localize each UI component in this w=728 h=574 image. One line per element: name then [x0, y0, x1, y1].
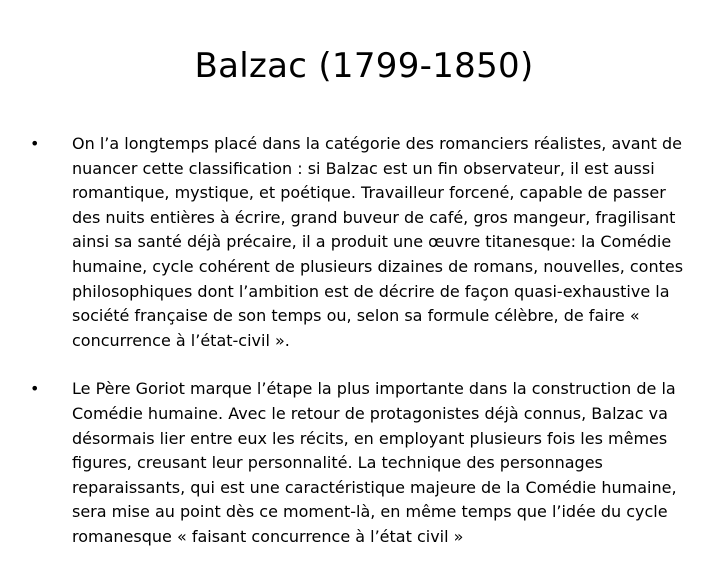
bullet-item	[30, 132, 690, 353]
bullet-item	[30, 377, 690, 549]
bullet-list	[30, 132, 690, 574]
bullet-icon: •	[30, 134, 40, 153]
bullet-text: On l’a longtemps placé dans la catégorie des romanciers réalistes, avant de nuancer cette classification : si Balzac est un fin observateur, il est aussi romantique, mystique, et poétique. Travailleur forcené, capable de passer des nuits entières à écrire, grand buveur de café, gros mangeur, fragilisant ainsi sa santé déjà précaire, il a produit une œuvre titanesque: la Comédie humaine, cycle cohérent de plusieurs dizaines de romans, nouvelles, contes philosophiques dont l’ambition est de décrire de façon quasi-exhaustive la société française de son temps ou, selon sa formule célèbre, de faire « concurrence à l’état-civil ».	[72, 134, 684, 350]
bullet-text: Le Père Goriot marque l’étape la plus importante dans la construction de la Comédie humaine. Avec le retour de protagonistes déjà connus, Balzac va désormais lier entre eux les récits, en employant plusieurs fois les mêmes figures, creusant leur personnalité. La technique des personnages reparaissants, qui est une caractéristique majeure de la Comédie humaine, sera mise au point dès ce moment-là, en même temps que l’idée du cycle romanesque « faisant concurrence à l’état civil »	[72, 379, 677, 546]
slide-title: Balzac (1799-1850)	[194, 46, 534, 86]
bullet-icon: •	[30, 379, 40, 399]
